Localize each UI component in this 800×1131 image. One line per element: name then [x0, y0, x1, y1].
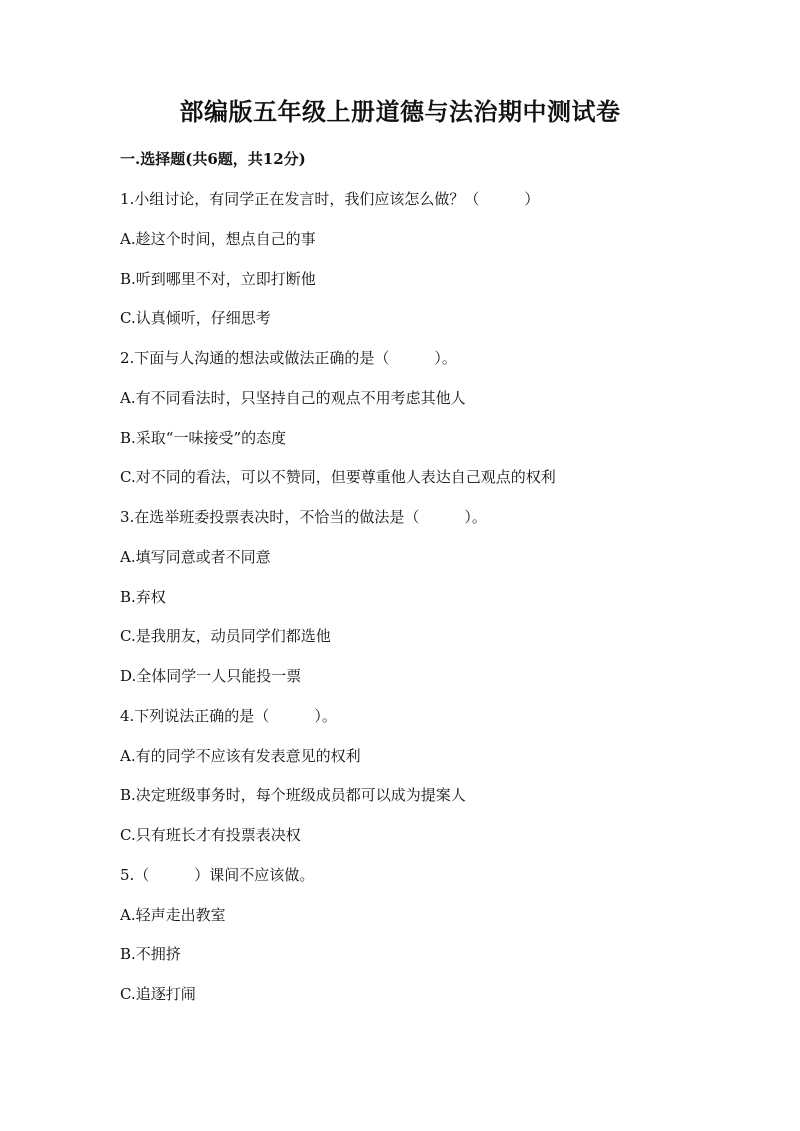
question-3-option-d: D.全体同学一人只能投一票: [120, 667, 302, 685]
question-2: 2.下面与人沟通的想法或做法正确的是（ ）。: [120, 349, 457, 367]
question-2-option-c: C.对不同的看法，可以不赞同，但要尊重他人表达自己观点的权利: [120, 468, 556, 486]
question-5-option-b: B.不拥挤: [120, 945, 181, 963]
question-2-option-b: B.采取“一味接受”的态度: [120, 429, 287, 447]
question-2-option-a: A.有不同看法时，只坚持自己的观点不用考虑其他人: [120, 389, 466, 407]
question-1-option-b: B.听到哪里不对，立即打断他: [120, 270, 316, 288]
question-5-option-a: A.轻声走出教室: [120, 906, 226, 924]
question-3-option-c: C.是我朋友，动员同学们都选他: [120, 627, 331, 645]
question-4-option-a: A.有的同学不应该有发表意见的权利: [120, 747, 361, 765]
question-1: 1.小组讨论，有同学正在发言时，我们应该怎么做？（ ）: [120, 190, 540, 208]
page-title: 部编版五年级上册道德与法治期中测试卷: [179, 97, 621, 126]
question-5-option-c: C.追逐打闹: [120, 985, 196, 1003]
question-1-option-a: A.趁这个时间，想点自己的事: [120, 230, 316, 248]
question-5: 5.（ ）课间不应该做。: [120, 866, 315, 884]
section-heading: 一.选择题(共6题，共12分): [120, 150, 306, 168]
question-3: 3.在选举班委投票表决时，不恰当的做法是（ ）。: [120, 508, 487, 526]
question-3-option-a: A.填写同意或者不同意: [120, 548, 271, 566]
question-1-option-c: C.认真倾听，仔细思考: [120, 309, 271, 327]
question-4-option-b: B.决定班级事务时，每个班级成员都可以成为提案人: [120, 786, 466, 804]
question-4: 4.下列说法正确的是（ ）。: [120, 707, 337, 725]
question-4-option-c: C.只有班长才有投票表决权: [120, 826, 301, 844]
question-3-option-b: B.弃权: [120, 588, 166, 606]
